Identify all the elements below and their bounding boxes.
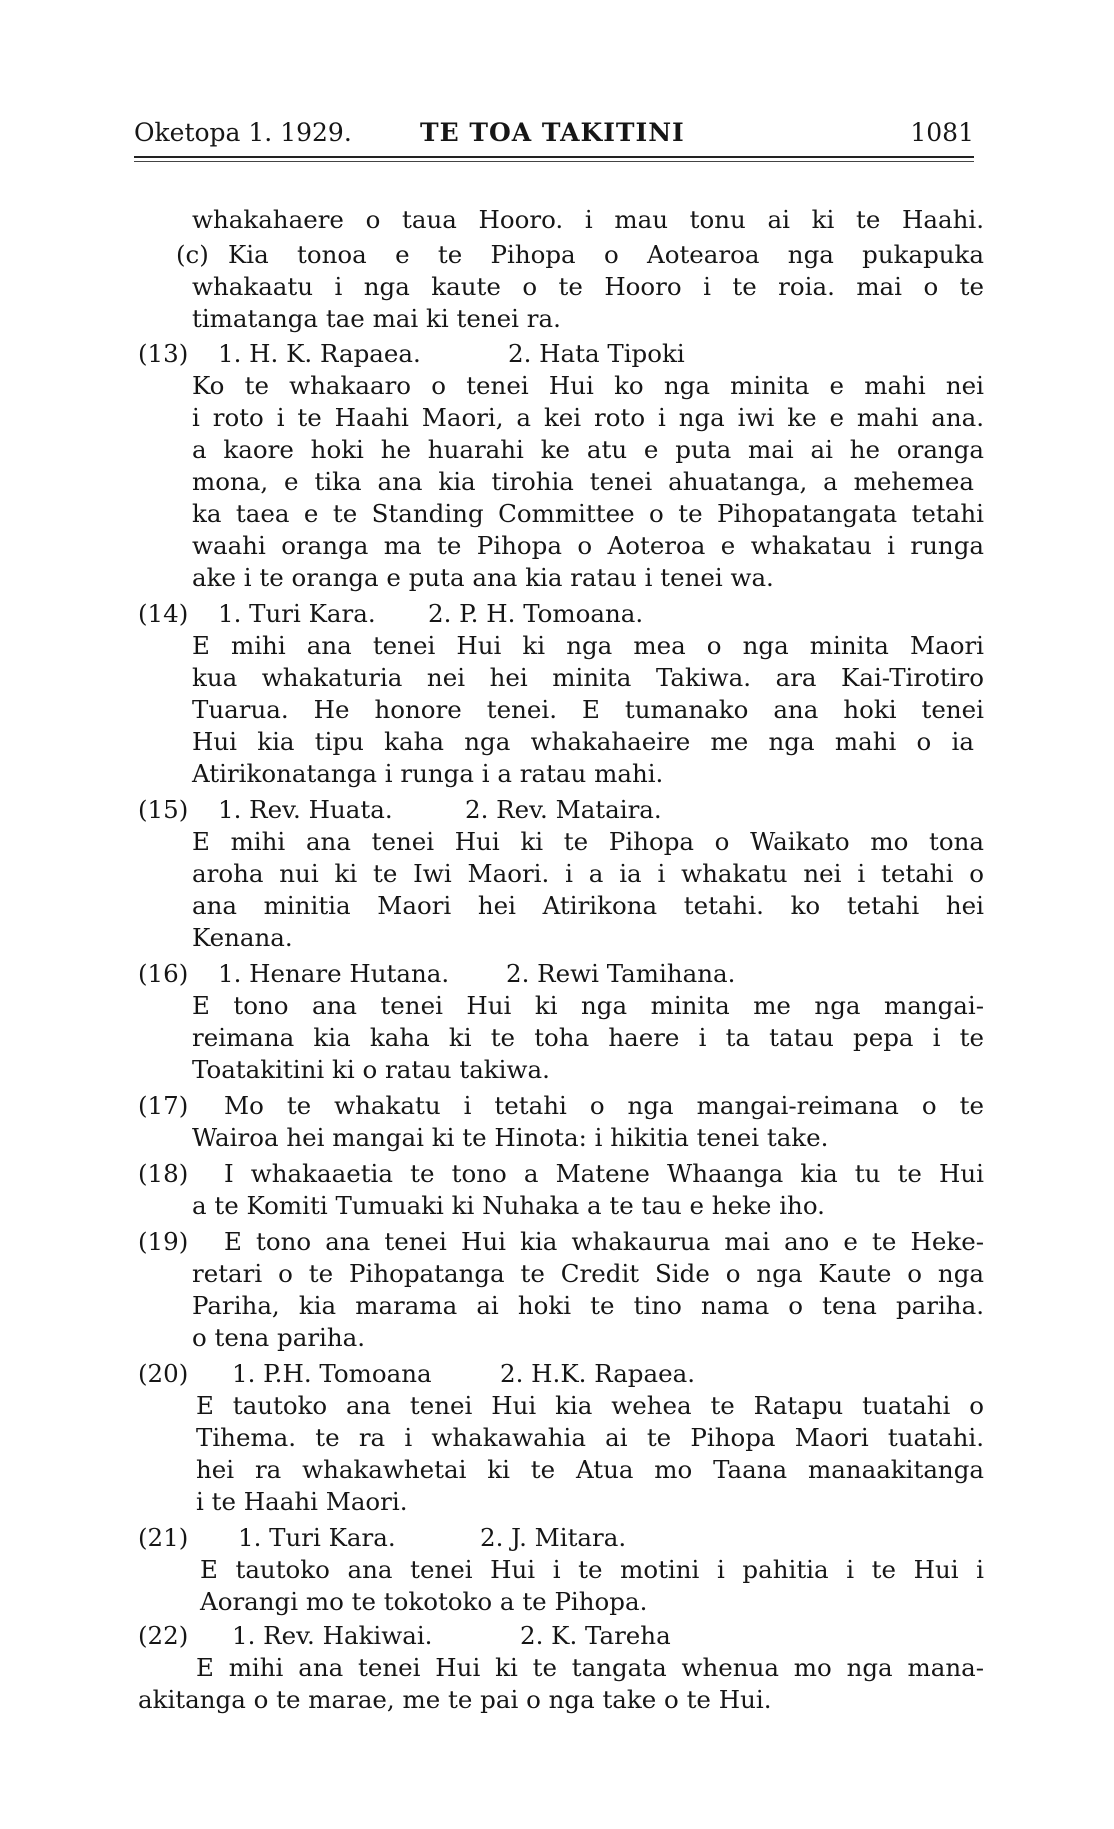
resolution-line: i roto i te Haahi Maori, a kei roto i nga iwi ke e mahi ana. bbox=[192, 403, 984, 432]
resolution-number: (17) bbox=[138, 1091, 189, 1120]
resolution-line: ana minitia Maori hei Atirikona tetahi. ko tetahi hei bbox=[192, 891, 984, 920]
body-line: Kia tonoa e te Pihopa o Aotearoa nga pukapuka bbox=[228, 240, 984, 269]
resolution-number: (20) bbox=[138, 1359, 189, 1388]
header-date: Oketopa 1. 1929. bbox=[134, 118, 352, 147]
resolution-seconder: 2. K. Tareha bbox=[520, 1621, 671, 1650]
resolution-line: reimana kia kaha ki te toha haere i ta tatau pepa i te bbox=[192, 1023, 984, 1052]
resolution-line: E mihi ana tenei Hui ki te Pihopa o Waikato mo tona bbox=[192, 827, 984, 856]
body-line: whakaatu i nga kaute o te Hooro i te roia. mai o te bbox=[192, 272, 984, 301]
resolution-number: (16) bbox=[138, 959, 189, 988]
resolution-line: E tono ana tenei Hui kia whakaurua mai ano e te Heke- bbox=[224, 1227, 984, 1256]
resolution-line: Atirikonatanga i runga i a ratau mahi. bbox=[192, 759, 664, 788]
resolution-line: i te Haahi Maori. bbox=[196, 1487, 408, 1516]
resolution-line: E tautoko ana tenei Hui i te motini i pahitia i te Hui i bbox=[200, 1555, 984, 1584]
resolution-number: (15) bbox=[138, 795, 189, 824]
resolution-line: Kenana. bbox=[192, 923, 293, 952]
resolution-line: a te Komiti Tumuaki ki Nuhaka a te tau e heke iho. bbox=[192, 1191, 825, 1220]
resolution-line: E tautoko ana tenei Hui kia wehea te Ratapu tuatahi o bbox=[196, 1391, 984, 1420]
item-label: (c) bbox=[176, 240, 209, 269]
resolution-number: (19) bbox=[138, 1227, 189, 1256]
resolution-line: E mihi ana tenei Hui ki te tangata whenua mo nga mana- bbox=[196, 1653, 984, 1682]
resolution-seconder: 2. Hata Tipoki bbox=[508, 339, 685, 368]
resolution-line: kua whakaturia nei hei minita Takiwa. ara Kai-Tirotiro bbox=[192, 663, 984, 692]
resolution-line: E mihi ana tenei Hui ki nga mea o nga minita Maori bbox=[192, 631, 984, 660]
resolution-line: Tihema. te ra i whakawahia ai te Pihopa Maori tuatahi. bbox=[196, 1423, 984, 1452]
resolution-mover: 1. H. K. Rapaea. bbox=[218, 339, 421, 368]
resolution-mover: 1. Rev. Huata. bbox=[218, 795, 393, 824]
resolution-line: Ko te whakaaro o tenei Hui ko nga minita e mahi nei bbox=[192, 371, 984, 400]
resolution-mover: 1. Rev. Hakiwai. bbox=[232, 1621, 433, 1650]
resolution-line: Wairoa hei mangai ki te Hinota: i hikitia tenei take. bbox=[192, 1123, 829, 1152]
resolution-line: Toatakitini ki o ratau takiwa. bbox=[192, 1055, 550, 1084]
resolution-number: (22) bbox=[138, 1621, 189, 1650]
resolution-number: (14) bbox=[138, 599, 189, 628]
resolution-line: mona, e tika ana kia tirohia tenei ahuatanga, a mehemea bbox=[192, 467, 974, 496]
body-line: timatanga tae mai ki tenei ra. bbox=[192, 304, 561, 333]
header-page-number: 1081 bbox=[910, 118, 974, 147]
resolution-line: aroha nui ki te Iwi Maori. i a ia i whakatu nei i tetahi o bbox=[192, 859, 984, 888]
resolution-line: retari o te Pihopatanga te Credit Side o nga Kaute o nga bbox=[192, 1259, 984, 1288]
resolution-line: ka taea e te Standing Committee o te Pihopatangata tetahi bbox=[192, 499, 984, 528]
resolution-number: (13) bbox=[138, 339, 189, 368]
resolution-seconder: 2. Rev. Mataira. bbox=[465, 795, 662, 824]
header-title: TE TOA TAKITINI bbox=[420, 118, 685, 147]
resolution-mover: 1. Turi Kara. bbox=[238, 1523, 396, 1552]
resolution-mover: 1. P.H. Tomoana bbox=[232, 1359, 432, 1388]
resolution-line: Tuarua. He honore tenei. E tumanako ana hoki tenei bbox=[192, 695, 984, 724]
resolution-seconder: 2. J. Mitara. bbox=[480, 1523, 627, 1552]
header-rule bbox=[134, 156, 974, 158]
resolution-mover: 1. Henare Hutana. bbox=[218, 959, 450, 988]
resolution-line: E tono ana tenei Hui ki nga minita me nga mangai- bbox=[192, 991, 984, 1020]
resolution-line: ake i te oranga e puta ana kia ratau i tenei wa. bbox=[192, 563, 774, 592]
resolution-line: Hui kia tipu kaha nga whakahaeire me nga mahi o ia bbox=[192, 727, 974, 756]
resolution-line: I whakaaetia te tono a Matene Whaanga kia tu te Hui bbox=[224, 1159, 984, 1188]
resolution-line: a kaore hoki he huarahi ke atu e puta mai ai he oranga bbox=[192, 435, 984, 464]
resolution-mover: 1. Turi Kara. bbox=[218, 599, 376, 628]
resolution-seconder: 2. P. H. Tomoana. bbox=[428, 599, 644, 628]
resolution-line: Mo te whakatu i tetahi o nga mangai-reimana o te bbox=[224, 1091, 984, 1120]
resolution-number: (21) bbox=[138, 1523, 189, 1552]
resolution-line: Pariha, kia marama ai hoki te tino nama o tena pariha. bbox=[192, 1291, 984, 1320]
page-header bbox=[134, 118, 974, 154]
resolution-line: Aorangi mo te tokotoko a te Pihopa. bbox=[200, 1587, 648, 1616]
resolution-line: akitanga o te marae, me te pai o nga take o te Hui. bbox=[138, 1685, 772, 1714]
resolution-number: (18) bbox=[138, 1159, 189, 1188]
header-rule-thin bbox=[134, 161, 974, 162]
resolution-seconder: 2. Rewi Tamihana. bbox=[506, 959, 736, 988]
resolution-line: waahi oranga ma te Pihopa o Aoteroa e whakatau i runga bbox=[192, 531, 984, 560]
resolution-line: hei ra whakawhetai ki te Atua mo Taana manaakitanga bbox=[196, 1455, 984, 1484]
body-line: whakahaere o taua Hooro. i mau tonu ai ki te Haahi. bbox=[192, 205, 984, 234]
resolution-seconder: 2. H.K. Rapaea. bbox=[500, 1359, 695, 1388]
resolution-line: o tena pariha. bbox=[192, 1323, 366, 1352]
